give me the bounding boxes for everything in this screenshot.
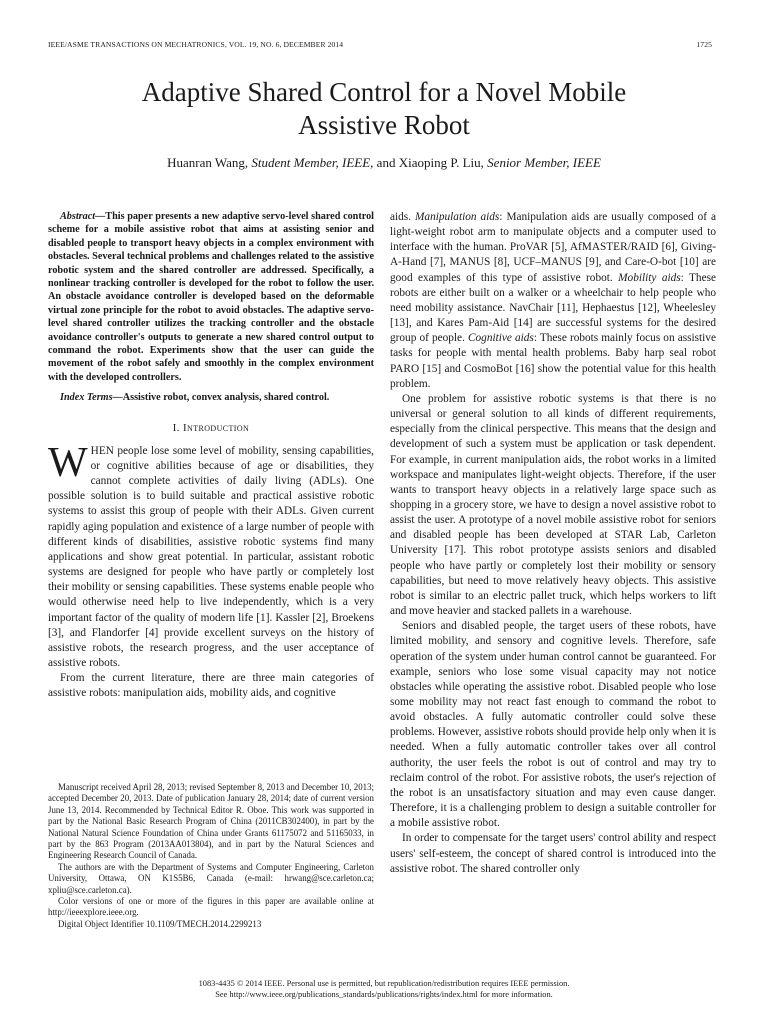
term-mobility-aids: Mobility aids (618, 271, 681, 284)
index-terms-text: Assistive robot, convex analysis, shared control. (122, 392, 330, 404)
footnote-manuscript: Manuscript received April 28, 2013; revised September 8, 2013 and December 10, 2013; accepted December 20, 2013. Date of publication January 28, 2014; date of current version June 13, 2014. Recommended by Technical Editor R. Oboe. This work was supported in part by the National Basic Research Program of China (2011CB302400), in part by the National Natural Science Foundation of China under Grants 61175072 and 51165033, in part by the 863 Program (2013AA013804), and in part by the Natural Sciences and Engineering Research Council of Canada. (48, 782, 374, 861)
section-number: I. (172, 421, 180, 434)
paper-title (0, 76, 768, 142)
author-connector: and Xiaoping P. Liu, (376, 155, 484, 170)
term-manipulation-aids: Manipulation aids (415, 211, 500, 223)
footnotes (48, 782, 374, 930)
intro-paragraph-1 (48, 439, 374, 671)
right-p1-text-d: : These robots mainly focus on assistive tasks for people with mental health problems. Baby harp seal robot PARO [15] and CosmoBot [16] show the potential value for this health problem. (390, 332, 716, 390)
right-paragraph-3: Seniors and disabled people, the target users of these robots, have limited mobility, and sensory and cognitive levels. Therefore, safe operation of the system under human control cannot be guaranteed. For example, seniors who lose some visual capacity may not notice obstacles while operating the assistive robot. Disabled people who lose some mobility may not react fast enough to command the robot to avoid obstacles. A fully automatic controller could solve these problems. However, assistive robots should provide help only when it is needed. When a fully automatic controller takes over all control authority, the user feels the robot is out of control and may try to reclaim control of the robot. For assistive robots, the user's rejection of the robot is an unsatisfactory situation and may even cause danger. Therefore, it is a challenging problem to design a suitable controller for a mobile assistive robot. (390, 620, 716, 830)
journal-header: IEEE/ASME TRANSACTIONS ON MECHATRONICS, VOL. 19, NO. 6, DECEMBER 2014 (48, 40, 344, 49)
drop-cap: W (48, 439, 88, 486)
abstract-text: This paper presents a new adaptive servo-level shared control scheme for a mobile assistive robot that aims at assisting senior and disabled people to transport heavy objects in a complex environment with obstacles. Several technical problems and challenges related to the assistive robotic system and the shared controller are addressed. Specifically, a nonlinear tracking controller is developed for the robot to follow the user. An obstacle avoidance controller is developed based on the deformable virtual zone principle for the robot to avoid obstacles. The adaptive servo-level shared controller utilizes the tracking controller and the obstacle avoidance controller's outputs to generate a new shared control output to command the robot. Experiments show that the user can guide the movement of the robot safely and smoothly in the complex environment with the developed controllers. (48, 211, 374, 383)
abstract-label: Abstract— (60, 211, 106, 222)
left-column (48, 210, 374, 702)
right-p1-text-a: aids. (390, 211, 412, 223)
page-number: 1725 (696, 40, 712, 49)
author-1: Huanran Wang, (167, 155, 249, 170)
right-paragraph-4: In order to compensate for the target users' control ability and respect users' self-esteem, the concept of shared control is introduced into the assistive robot. The shared controller only (390, 832, 716, 875)
abstract (48, 210, 374, 384)
term-cognitive-aids: Cognitive aids (467, 332, 534, 345)
author-2-role: Senior Member, IEEE (487, 155, 601, 170)
footnote-color: Color versions of one or more of the figures in this paper are available online at http://ieeexplore.ieee.org. (48, 896, 374, 918)
copyright-line-2: See http://www.ieee.org/publications_standards/publications/rights/index.html for more information. (215, 990, 553, 999)
footnote-affiliation: The authors are with the Department of Systems and Computer Engineering, Carleton University, Ottawa, ON K1S5B6, Canada (e-mail: hrwang@sce.carleton.ca; xpliu@sce.carleton.ca). (48, 861, 374, 895)
section-title: Introduction (183, 421, 250, 434)
right-paragraph-1 (390, 210, 716, 392)
title-line-1: Adaptive Shared Control for a Novel Mobile (141, 77, 627, 107)
copyright-notice (0, 978, 768, 1000)
index-terms-label: Index Terms— (60, 392, 123, 404)
index-terms (48, 391, 374, 404)
right-p1-text-b: : Manipulation aids are usually composed of a light-weight robot arm to manipulate objects and a computer used to interface with the human. ProVAR [5], AfMASTER/RAID [6], Giving-A-Hand [7], MANUS [8], UCF–MANUS [9], and Care-O-bot [10] are good examples of this type of assistive robot. (390, 211, 716, 284)
right-column (390, 210, 716, 877)
footnote-doi: Digital Object Identifier 10.1109/TMECH.2014.2299213 (58, 918, 262, 929)
author-line (0, 155, 768, 171)
title-line-2: Assistive Robot (298, 110, 470, 140)
running-head (48, 40, 712, 49)
right-p1-text-c: : These robots are either built on a walker or a wheelchair to help people who need mobility assistance. NavChair [11], Hephaestus [12], Wheelesley [13], and Kares Pam-Aid [14] are successful systems for the desired group of people. (390, 271, 716, 345)
copyright-line-1: 1083-4435 © 2014 IEEE. Personal use is permitted, but republication/redistribution requires IEEE permission. (198, 979, 570, 988)
intro-paragraph-1-text: HEN people lose some level of mobility, sensing capabilities, or cognitive abilities because of age or disabilities, they cannot complete activities of daily living (ADLs). One possible solution is to build suitable and practical assistive robotic systems to assist this group of people with their ADLs. Given current rapidly aging population and existence of a large number of people with different kinds of disabilities, assistive robotic systems find many applications and show great potential. In particular, assistant robotic systems are designed for people who have partly or completely lost their mobility or sensing capabilities. These systems enable people who would otherwise need help to live independently, which is a very important factor of the quality of modern life [1]. Kassler [2], Broekens [3], and Flandorfer [4] provide excellent surveys on the history of assistive robots, the research progress, and the user acceptance of assistive robots. (48, 444, 374, 670)
intro-paragraph-2: From the current literature, there are three main categories of assistive robots: manipulation aids, mobility aids, and cognitive (48, 672, 374, 700)
right-paragraph-2: One problem for assistive robotic systems is that there is no universal or general solution to all kinds of different requirements, especially from the clinical perspective. This means that the design and development of such a system must be application or task dependent. For example, in current manipulation aids, the robot works in a limited workspace and manipulates light-weight objects. Therefore, if the user wants to transport heavy objects in a relatively large space such as shopping in a grocery store, we have to design a novel assistive robot to assist the user. A prototype of a novel mobile assistive robot for seniors and disabled people has been developed at STAR Lab, Carleton University [17]. This robot prototype assists seniors and disabled people who have partly or completely lost their mobility or sensory capabilities, but need to move relatively heavy objects. This assistive robot is similar to an electric pallet truck, which helps workers to lift and move heavier and stacked pallets in a warehouse. (390, 392, 716, 618)
section-heading (48, 421, 374, 436)
author-1-role: Student Member, IEEE, (251, 155, 374, 170)
